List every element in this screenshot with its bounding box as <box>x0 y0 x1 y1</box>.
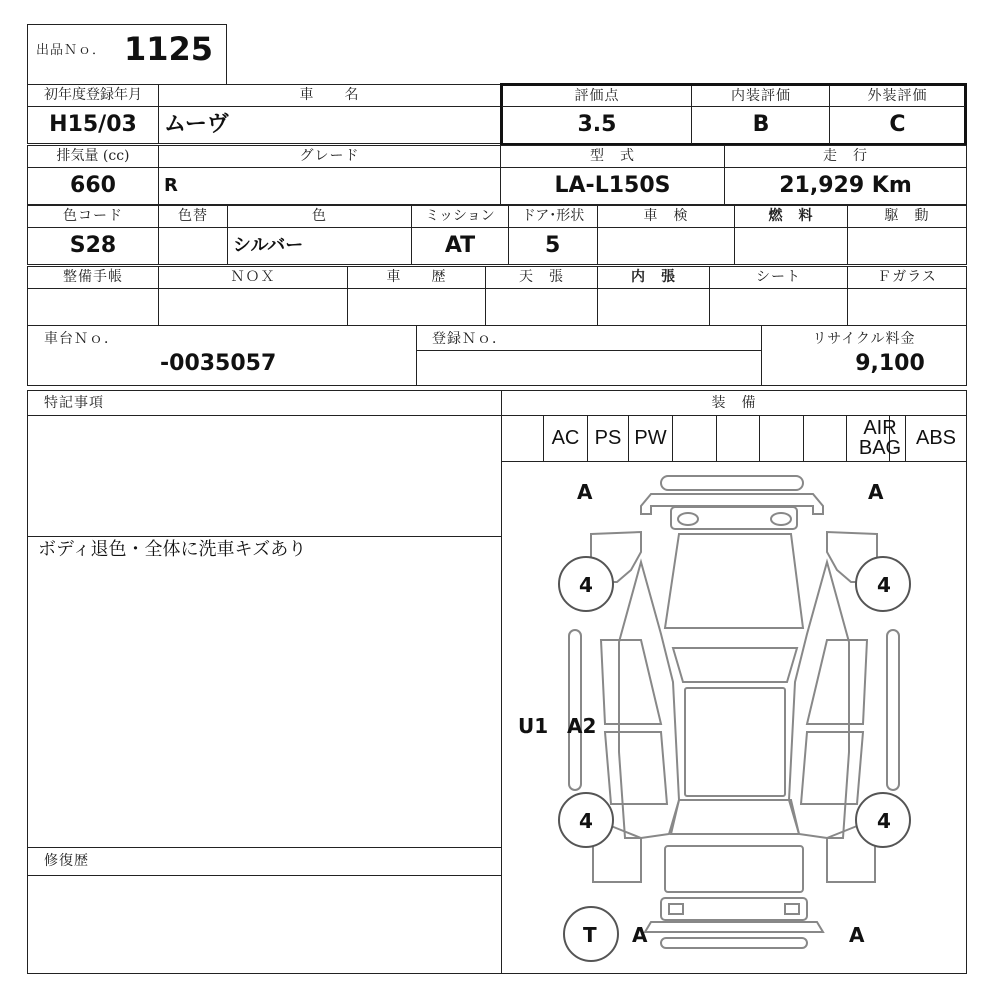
taillight-right-shape <box>785 904 799 914</box>
maintenance-cell <box>27 288 159 326</box>
equipment-ps: PS <box>594 427 622 449</box>
equipment-slot-5 <box>717 416 760 461</box>
listing-number-label: 出品Ｎｏ． <box>36 43 107 58</box>
fuel-label: 燃 料 <box>768 208 814 224</box>
chassis-value: -0035057 <box>160 351 277 376</box>
repair-divider-1 <box>27 847 502 848</box>
side-left-shape <box>619 562 679 838</box>
history-label: 車 歴 <box>386 269 447 285</box>
exterior-value: C <box>889 112 906 137</box>
equipment-slot-0 <box>501 416 544 461</box>
headlight-right-shape <box>771 513 791 525</box>
grade-cell <box>158 167 501 205</box>
car-name-label: 車 名 <box>299 87 360 103</box>
equipment-ac: AC <box>551 427 580 449</box>
chassis-label: 車台Ｎｏ． <box>44 331 119 347</box>
mark-tire-fr: 4 <box>877 573 891 597</box>
first-reg-value: H15/03 <box>49 112 137 137</box>
equipment-abs: ABS <box>915 427 957 449</box>
mark-front-right: A <box>868 480 884 504</box>
roof-label: 天 張 <box>519 269 564 285</box>
glass-label: Ｆガラス <box>877 269 937 285</box>
notes-box <box>27 390 502 974</box>
door-rear-left-shape <box>605 732 667 804</box>
equipment-row <box>501 416 967 461</box>
exterior-label: 外装評価 <box>867 88 928 104</box>
car-name-value: ムーヴ <box>164 112 229 137</box>
equipment-slot-2 <box>588 416 629 461</box>
displacement-value: 660 <box>70 173 116 198</box>
front-bumper-shape <box>661 476 803 490</box>
side-strip-left-shape <box>569 630 581 790</box>
interior-value: B <box>752 112 770 137</box>
first-reg-label: 初年度登録年月 <box>44 87 142 103</box>
equipment-airbag: AIR BAG <box>858 417 902 459</box>
reg-label: 登録Ｎｏ． <box>432 331 507 347</box>
notes-divider-2 <box>27 536 502 537</box>
equipment-slot-10 <box>906 416 966 461</box>
history-cell <box>347 288 486 326</box>
equipment-pw: PW <box>634 427 667 449</box>
mission-value: AT <box>444 233 476 258</box>
side-strip-right-shape <box>887 630 899 790</box>
repaint-label: 色替 <box>178 208 208 224</box>
rear-hatch-shape <box>665 846 803 892</box>
color-code-value: S28 <box>69 233 117 258</box>
glass-cell <box>847 288 967 326</box>
roof-shape <box>685 688 785 796</box>
side-right-shape <box>789 562 849 838</box>
model-label: 型 式 <box>590 148 635 164</box>
nox-cell <box>158 288 348 326</box>
seat-label: シート <box>756 269 801 285</box>
color-label: 色 <box>312 208 327 224</box>
recycle-label: リサイクル料金 <box>812 331 916 347</box>
door-front-left-shape <box>601 640 661 724</box>
headlight-left-shape <box>678 513 698 525</box>
inspection-label: 車 検 <box>643 208 689 224</box>
displacement-label: 排気量 (cc) <box>56 148 130 164</box>
windshield-shape <box>673 648 797 682</box>
inner-cell <box>597 288 710 326</box>
mark-front-left: A <box>577 480 593 504</box>
mark-spare: T <box>583 923 597 947</box>
mission-label: ミッション <box>425 208 495 224</box>
front-grille-shape <box>641 494 823 514</box>
notes-text: ボディ退色・全体に洗車キズあり <box>38 539 307 560</box>
notes-label: 特記事項 <box>44 395 104 411</box>
notes-divider-1 <box>27 415 502 416</box>
mark-tire-rl: 4 <box>579 809 593 833</box>
mileage-value: 21,929 Km <box>779 173 912 198</box>
door-value: 5 <box>545 233 561 258</box>
roof-cell <box>485 288 598 326</box>
seat-cell <box>709 288 848 326</box>
equipment-slot-7 <box>804 416 847 461</box>
maintenance-label: 整備手帳 <box>63 269 123 285</box>
reg-divider <box>416 350 762 351</box>
score-label: 評価点 <box>574 88 620 104</box>
repair-label: 修復歴 <box>44 853 89 869</box>
grade-value: R <box>164 175 178 196</box>
score-value: 3.5 <box>577 112 617 137</box>
nox-label: ＮＯＸ <box>230 269 276 285</box>
mark-side-u1: U1 <box>518 714 549 738</box>
door-label: ドア･形状 <box>521 208 585 224</box>
model-value: LA-L150S <box>554 173 671 198</box>
door-rear-right-shape <box>801 732 863 804</box>
color-value: シルバー <box>233 235 304 256</box>
interior-label: 内装評価 <box>731 88 791 104</box>
door-front-right-shape <box>807 640 867 724</box>
repair-divider-2 <box>27 875 502 876</box>
repaint-cell <box>158 227 228 265</box>
equipment-slot-6 <box>760 416 804 461</box>
equipment-slot-4 <box>673 416 717 461</box>
inner-label: 内 張 <box>631 269 676 285</box>
equipment-slot-9 <box>855 416 906 461</box>
mark-rear-right: A <box>849 923 865 947</box>
mark-rear-left: A <box>632 923 648 947</box>
grade-label: グレード <box>299 148 360 164</box>
recycle-value: 9,100 <box>855 351 925 376</box>
drive-cell <box>847 227 967 265</box>
listing-number: 1125 <box>124 30 214 68</box>
rear-bumper-shape <box>645 922 823 932</box>
mark-tire-fl: 4 <box>579 573 593 597</box>
rear-window-shape <box>671 800 799 834</box>
mark-tire-rr: 4 <box>877 809 891 833</box>
mileage-label: 走 行 <box>823 148 868 164</box>
drive-label: 駆 動 <box>884 208 930 224</box>
fuel-cell <box>734 227 848 265</box>
color-code-label: 色コード <box>63 208 123 224</box>
mark-side-a2: A2 <box>567 714 597 738</box>
rear-bumper-lower-shape <box>661 938 807 948</box>
inspection-cell <box>597 227 735 265</box>
taillight-left-shape <box>669 904 683 914</box>
hood-shape <box>665 534 803 628</box>
equipment-slot-3 <box>629 416 673 461</box>
equipment-slot-1 <box>544 416 588 461</box>
equipment-label: 装 備 <box>711 395 757 411</box>
